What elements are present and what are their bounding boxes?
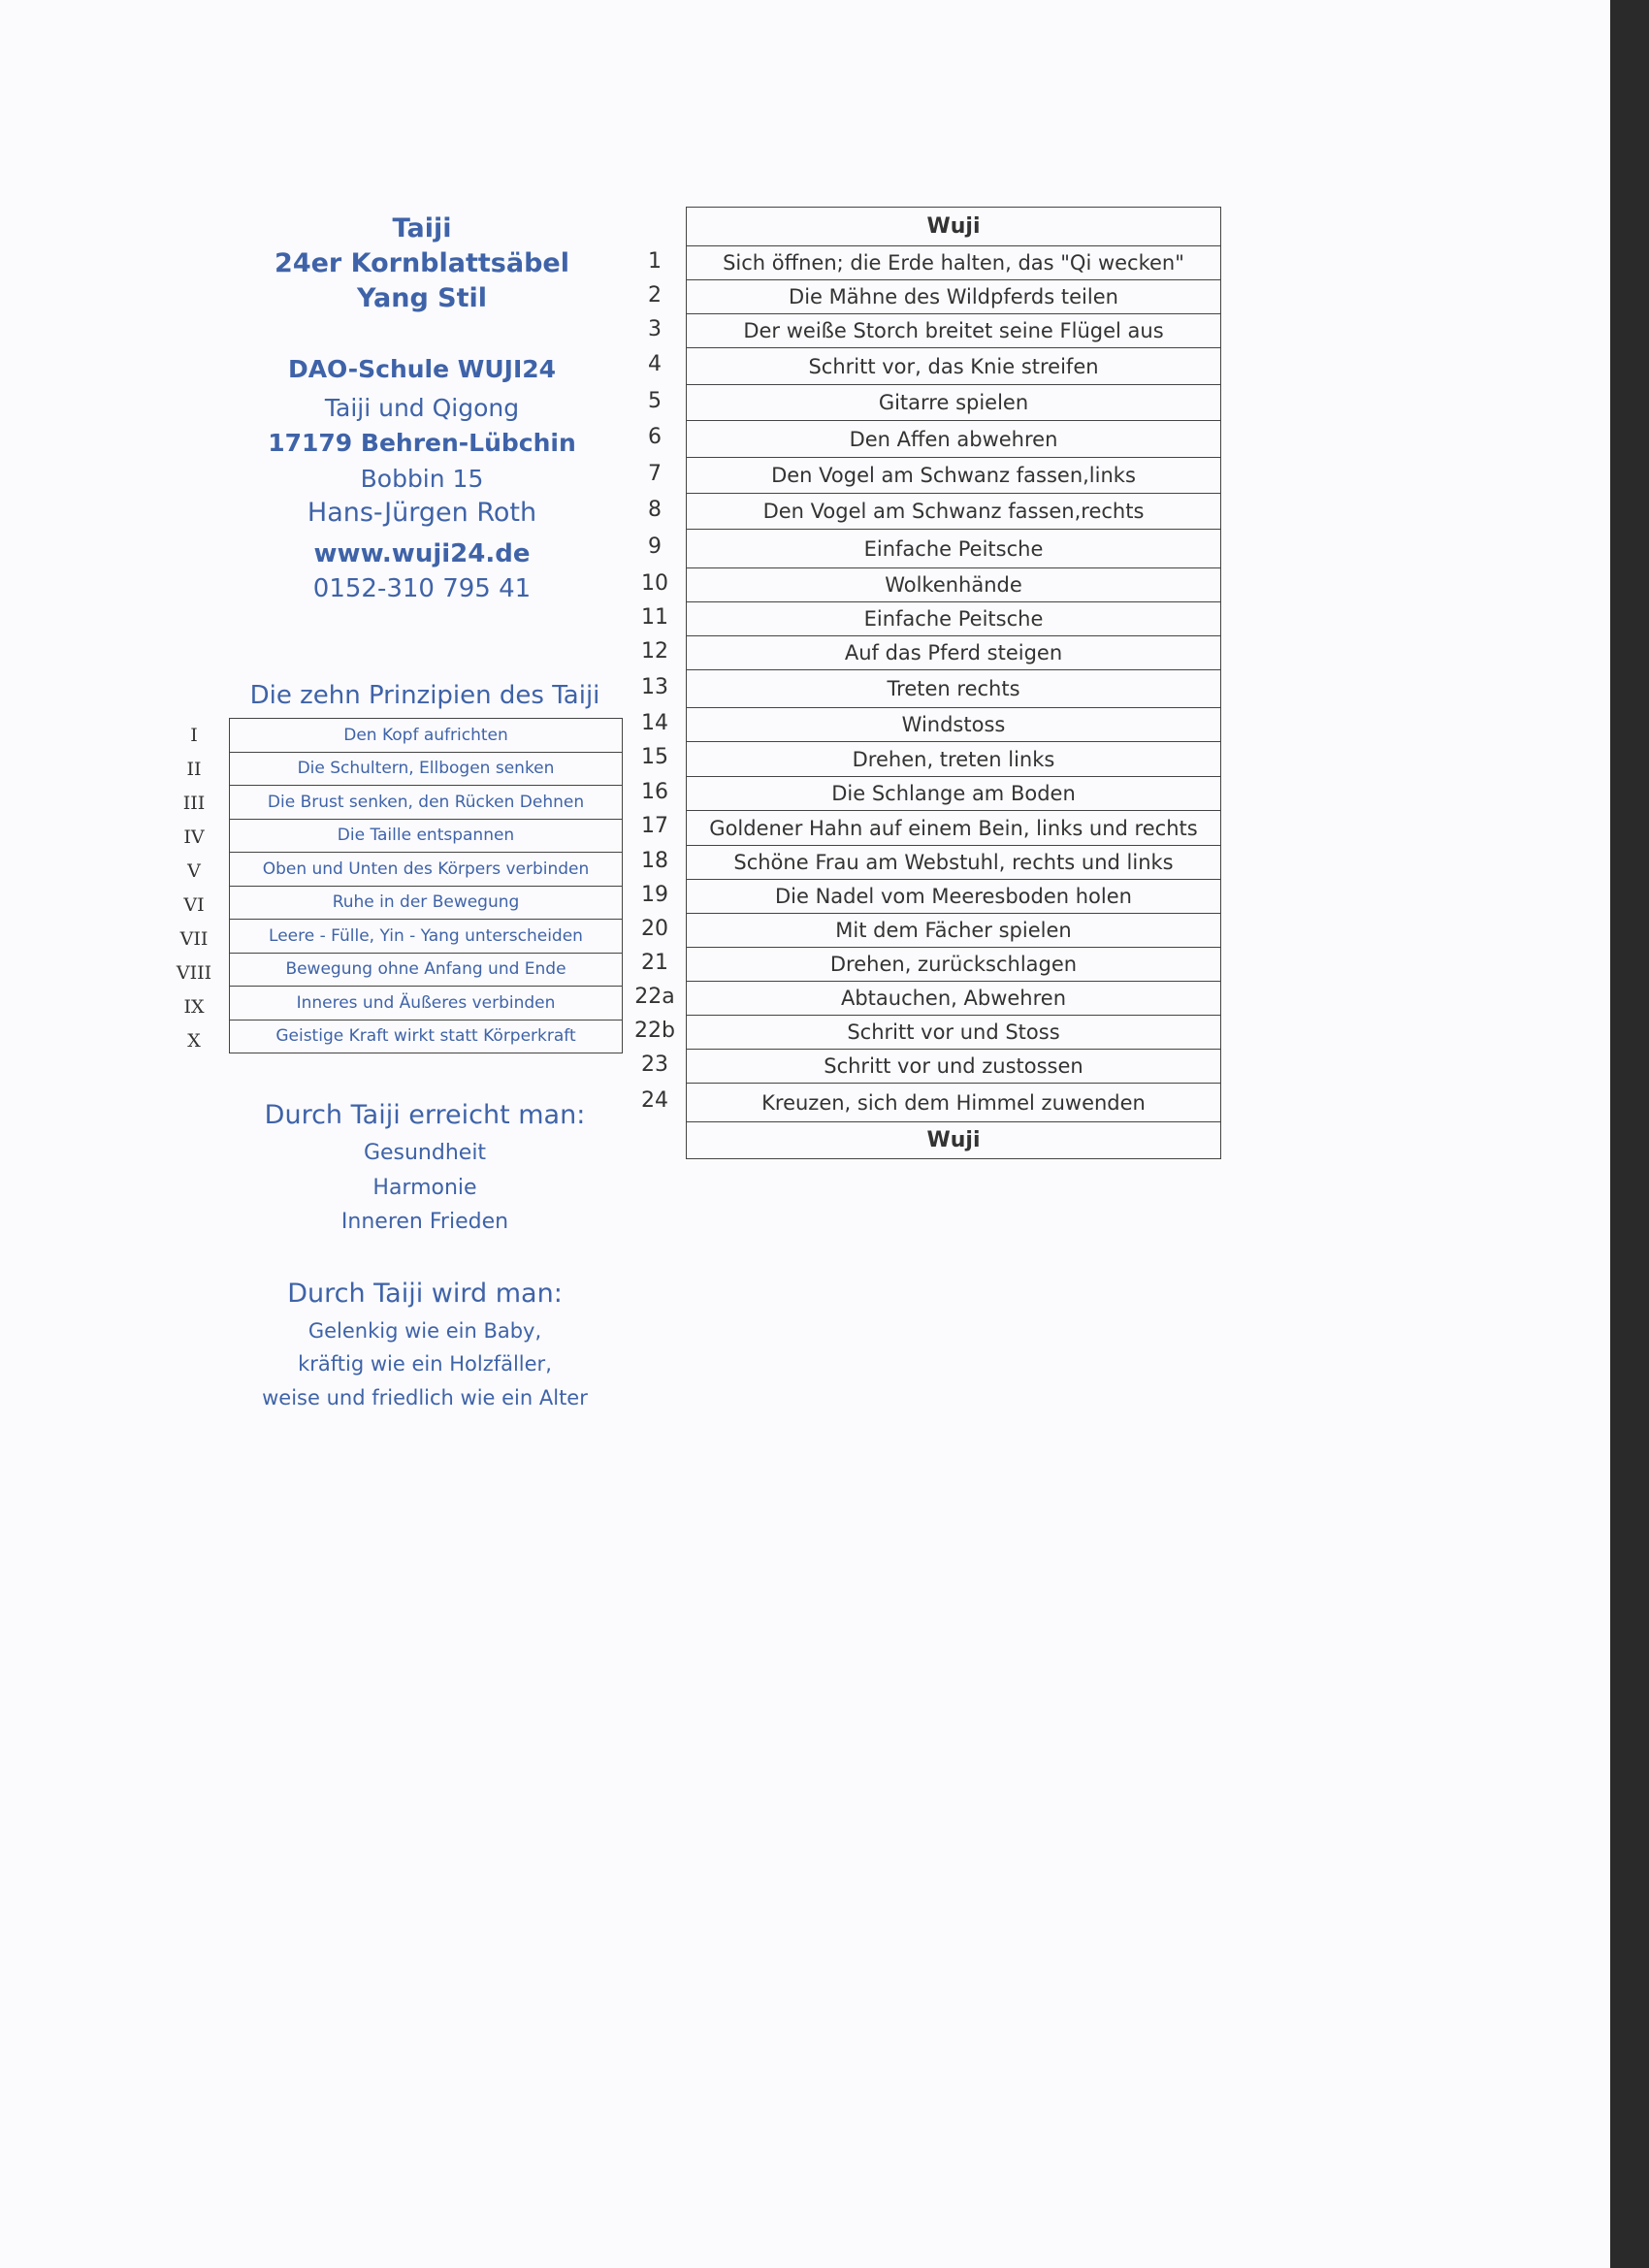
principle-num: V [187,860,201,882]
sequence-number: 16 [641,779,668,804]
benefits-block [229,1086,621,1242]
principles-table [229,718,623,1053]
sequence-row: Abtauchen, Abwehren [687,982,1220,1016]
school-web: www.wuji24.de [313,539,531,568]
sequence-number: 11 [641,604,668,630]
sequence-row: Windstoss [687,708,1220,742]
sequence-row: Gitarre spielen [687,385,1220,421]
benefit-item: Inneren Frieden [340,1210,509,1234]
principle-row: Den Kopf aufrichten [230,719,622,753]
becomes-item: kräftig wie ein Holzfäller, [298,1352,552,1376]
principle-row: Die Brust senken, den Rücken Dehnen [230,786,622,820]
principle-row: Bewegung ohne Anfang und Ende [230,954,622,988]
sequence-row: Die Nadel vom Meeresboden holen [687,880,1220,914]
principle-row: Ruhe in der Bewegung [230,887,622,921]
sequence-row: Treten rechts [687,670,1220,708]
principle-num: VI [183,894,205,916]
sequence-start: Wuji [687,208,1220,246]
school-phone: 0152-310 795 41 [312,574,532,603]
sequence-row: Der weiße Storch breitet seine Flügel aus [687,314,1220,348]
principle-num: III [182,793,206,814]
principle-row: Oben und Unten des Körpers verbinden [230,853,622,887]
principle-num: X [187,1030,201,1052]
sequence-number: 21 [641,950,668,975]
sequence-row: Goldener Hahn auf einem Bein, links und rechts [687,811,1220,846]
principle-row: Die Schultern, Ellbogen senken [230,753,622,787]
becomes-item: Gelenkig wie ein Baby, [307,1319,542,1343]
sequence-number: 23 [641,1052,668,1077]
sequence-row: Schritt vor und Stoss [687,1016,1220,1050]
sequence-row: Die Schlange am Boden [687,777,1220,811]
sequence-number: 9 [648,535,662,559]
sequence-number: 8 [648,497,662,522]
sequence-row: Kreuzen, sich dem Himmel zuwenden [687,1084,1220,1122]
principle-num: I [190,725,198,746]
benefit-item: Gesundheit [363,1141,487,1165]
sequence-number: 22b [634,1018,675,1043]
sequence-number: 17 [641,814,668,838]
sequence-end: Wuji [687,1122,1220,1159]
sequence-number: 1 [648,248,662,274]
sequence-row: Mit dem Fächer spielen [687,914,1220,948]
becomes-item: weise und friedlich wie ein Alter [262,1386,588,1409]
principle-num: IV [183,826,205,848]
sequence-number: 19 [641,882,668,907]
title-taiji: Taiji [392,213,452,243]
school-city: 17179 Behren-Lübchin [268,429,576,457]
sequence-number: 24 [641,1088,668,1113]
sequence-number: 15 [641,745,668,769]
principles-heading: Die zehn Prinzipien des Taiji [249,681,600,710]
principle-num: VIII [176,962,212,984]
sequence-number: 13 [641,674,668,699]
sequence-number: 5 [648,388,662,413]
sequence-row: Drehen, treten links [687,742,1220,777]
principle-row: Geistige Kraft wirkt statt Körperkraft [230,1021,622,1054]
sequence-number: 14 [641,710,668,735]
sequence-number: 10 [641,570,668,596]
principle-row: Leere - Fülle, Yin - Yang unterscheiden [230,920,622,954]
sequence-number: 6 [648,425,662,449]
benefits-heading: Durch Taiji erreicht man: [264,1100,586,1130]
sequence-row: Die Mähne des Wildpferds teilen [687,280,1220,314]
school-street: Bobbin 15 [360,465,484,493]
principle-row: Inneres und Äußeres verbinden [230,987,622,1021]
principle-row: Die Taille entspannen [230,820,622,854]
school-name: DAO-Schule WUJI24 [287,355,557,383]
sequence-row: Einfache Peitsche [687,602,1220,636]
sequence-number: 7 [648,461,662,486]
sequence-row: Schritt vor und zustossen [687,1050,1220,1084]
principle-num: II [186,759,202,780]
sequence-number: 20 [641,916,668,941]
principle-num: VII [179,928,209,950]
sequence-number: 4 [648,352,662,376]
becomes-heading: Durch Taiji wird man: [287,1279,563,1309]
sequence-table [686,207,1221,1159]
sequence-row: Schöne Frau am Webstuhl, rechts und links [687,846,1220,880]
school-subtitle: Taiji und Qigong [324,394,520,422]
sequence-number: 2 [648,282,662,308]
title-form: 24er Kornblattsäbel [275,248,569,278]
sequence-row: Den Vogel am Schwanz fassen,rechts [687,494,1220,530]
sequence-row: Schritt vor, das Knie streifen [687,348,1220,385]
sequence-row: Sich öffnen; die Erde halten, das "Qi wecken" [687,246,1220,280]
sequence-row: Den Vogel am Schwanz fassen,links [687,458,1220,494]
sequence-row: Auf das Pferd steigen [687,636,1220,670]
title-block [233,0,611,631]
principle-num: IX [183,996,205,1018]
sequence-row: Drehen, zurückschlagen [687,948,1220,982]
becomes-block [229,1261,621,1416]
sequence-row: Wolkenhände [687,568,1220,602]
school-person: Hans-Jürgen Roth [307,498,537,528]
sequence-row: Einfache Peitsche [687,530,1220,568]
sequence-number: 3 [648,316,662,341]
title-style: Yang Stil [356,283,488,313]
sequence-number: 12 [641,638,668,664]
sequence-number: 22a [634,984,675,1009]
scan-edge [1610,0,1649,2268]
sequence-number: 18 [641,848,668,873]
benefit-item: Harmonie [372,1176,477,1200]
sequence-row: Den Affen abwehren [687,421,1220,458]
